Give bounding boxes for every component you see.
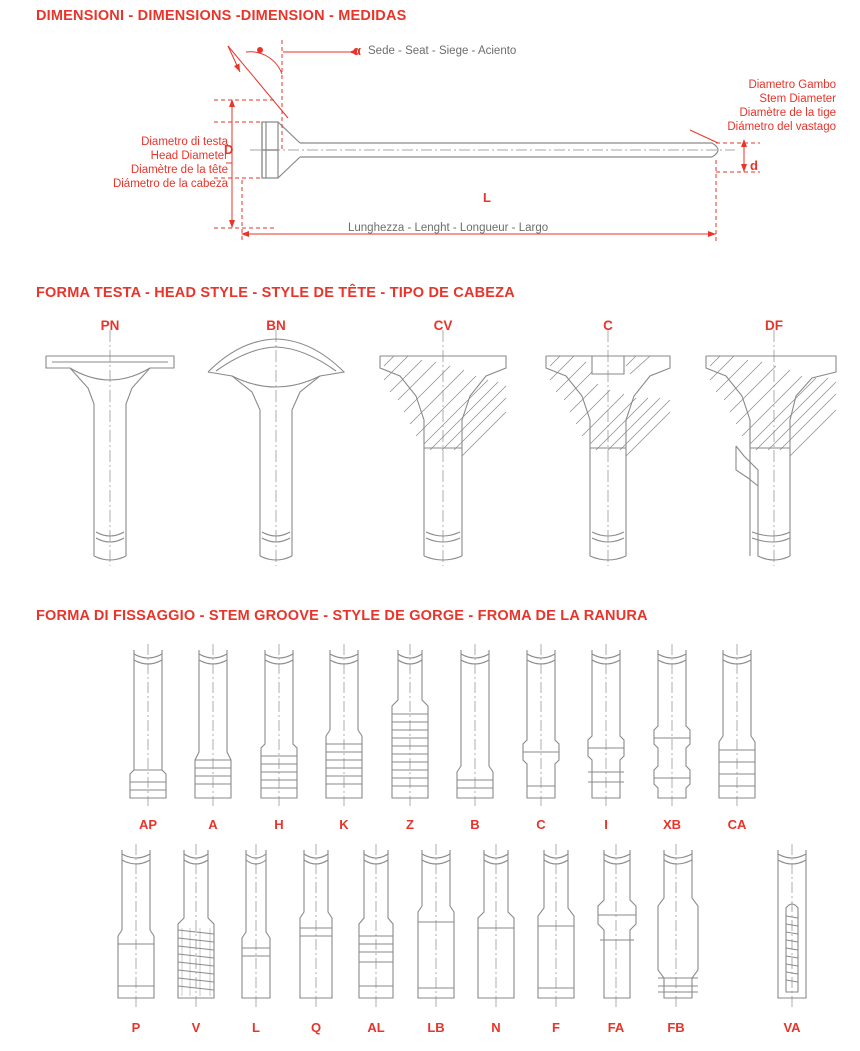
stem-groove-code-a: A xyxy=(208,817,218,832)
stem-groove-code-q: Q xyxy=(310,1020,322,1035)
label-alpha-symbol: α xyxy=(353,43,361,58)
stem-groove-code-b: B xyxy=(470,817,480,832)
stem-groove-code-i: I xyxy=(604,817,608,832)
stem-groove-code-fb: FB xyxy=(667,1020,685,1035)
label-head-diameter: Diametro di testa Head Diameter Diamètre de la tête Diámetro de la cabeza xyxy=(112,136,228,190)
stem-groove-code-h: H xyxy=(274,817,284,832)
stem-groove-code-fa: FA xyxy=(607,1020,625,1035)
label-stem-diameter: Diametro Gambo Stem Diameter Diamètre de la tige Diámetro del vastago xyxy=(727,79,836,133)
stem-groove-code-z: Z xyxy=(406,817,414,832)
stem-groove-code-ap: AP xyxy=(138,817,158,832)
head-style-code-cv: CV xyxy=(433,318,453,333)
section-title-head-style: FORMA TESTA - HEAD STYLE - STYLE DE TÊTE - TIPO DE CABEZA xyxy=(36,285,515,301)
head-style-code-df: DF xyxy=(765,318,783,333)
stem-groove-code-k: K xyxy=(339,817,349,832)
stem-groove-code-al: AL xyxy=(367,1020,385,1035)
stem-groove-code-l: L xyxy=(252,1020,260,1035)
section-title-stem-groove: FORMA DI FISSAGGIO - STEM GROOVE - STYLE DE GORGE - FROMA DE LA RANURA xyxy=(36,608,648,624)
label-D: D xyxy=(224,142,234,157)
stem-groove-code-lb: LB xyxy=(427,1020,445,1035)
head-style-code-pn: PN xyxy=(100,318,120,333)
stem-groove-code-va: VA xyxy=(783,1020,801,1035)
stem-groove-code-f: F xyxy=(552,1020,560,1035)
head-style-code-bn: BN xyxy=(266,318,286,333)
stem-groove-code-c: C xyxy=(536,817,546,832)
section-title-dimensions: DIMENSIONI - DIMENSIONS -DIMENSION - MEDIDAS xyxy=(36,8,407,24)
label-d: d xyxy=(750,158,758,173)
label-seat: Sede - Seat - Siege - Aciento xyxy=(368,45,517,57)
stem-groove-code-v: V xyxy=(191,1020,201,1035)
stem-groove-code-ca: CA xyxy=(727,817,747,832)
label-length: Lunghezza - Lenght - Longueur - Largo xyxy=(348,222,549,234)
label-L: L xyxy=(483,190,491,205)
head-style-code-c: C xyxy=(603,318,613,333)
stem-groove-code-xb: XB xyxy=(662,817,682,832)
stem-groove-code-n: N xyxy=(491,1020,501,1035)
stem-groove-code-p: P xyxy=(131,1020,141,1035)
